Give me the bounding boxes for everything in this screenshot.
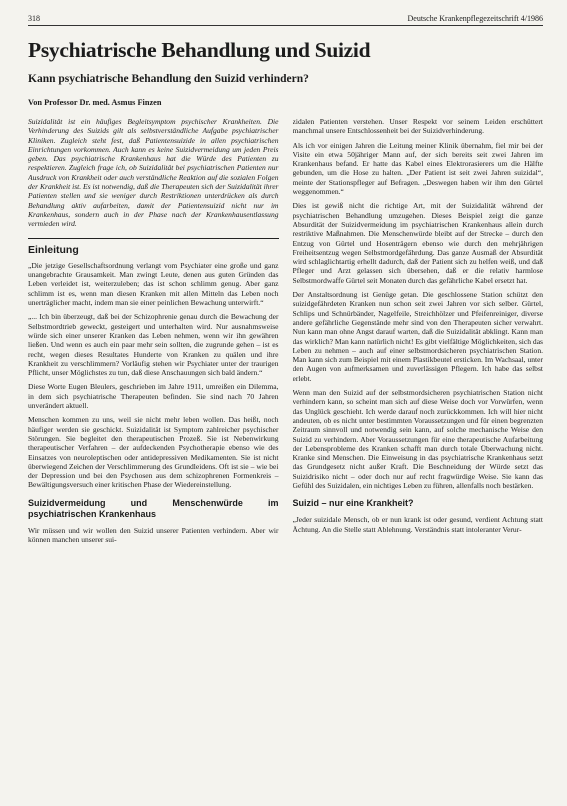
text-columns [28, 117, 543, 707]
body-paragraph: zidalen Patienten verstehen. Unser Respekt vor seinem Leiden erschüttert manchmal unsere Entschlossenheit bei der Suizidverhinderung. [292, 117, 543, 136]
body-paragraph: Der Anstaltsordnung ist Genüge getan. Die geschlossene Station schützt den suizidgefährdeten Kranken nun schon seit zwei Jahren vor sich selber. Gürtel, Schlips und Schnürbänder, Nagelfeile, Streichhölzer und Pfeifenreiniger, diverse andere gefährliche Gegenstände mehr sind von den Therapeuten sicher verwahrt. Nun kann man ohne Angst darauf warten, daß die Suizidalität abklingt. Kann man das wirklich? Man kann natürlich nicht! Es gibt vielfältige Möglichkeiten, sich das Leben zu nehmen – auch auf einer selbstmordsicheren psychiatrischen Station. Man kann sich zum Beispiel mit einem Plastikbeutel ersticken. Im Wachsaal, unter den Augen von aufmerksamen und zuverlässigen Pflegern. Ich habe das selbst erlebt. [292, 290, 543, 383]
body-paragraph: „... Ich bin überzeugt, daß bei der Schizophrenie genau durch die Bewachung der Selbstmordtrieb geweckt, gesteigert und unterhalten wird. Nur ausnahmsweise würde sich einer unserer Kranken das Leben nehmen, wenn wir ihn gewähren ließen. Und wenn es auch ein paar mehr sein sollten, die zugrunde gehen – ist es recht, wegen dieses Resultates Hunderte von Kranken zu quälen und ihre Krankheit zu verschlimmern? Vorläufig stehen wir Psychiater unter der traurigen Pflicht, unser Möglichstes zu tun, daß diese Anschauungen sich bald ändern.“ [28, 312, 279, 378]
article-author: Von Professor Dr. med. Asmus Finzen [28, 98, 162, 107]
section-heading-einleitung: Einleitung [28, 243, 79, 256]
body-paragraph: Wenn man den Suizid auf der selbstmordsicheren psychiatrischen Station nicht verhindern kann, so scheint man sich auf diese Weise doch vor Vorwürfen, wenn das Unglück geschieht. Ich werde darauf noch zurückkommen. Ich will hier nicht andeuten, ob es nicht unter bestimmten Voraussetzungen und für einen begrenzten Zeitraum sinnvoll und notwendig sein kann, auf solche mechanische Weise den Suizid zu verhindern. Aber Voraussetzungen für eine therapeutische Aufarbeitung der Lebensprobleme des Kranken schafft man durch totale Überwachung nicht. Kranke sind Menschen. Die Einweisung in das psychiatrische Krankenhaus setzt das Grundgesetz nicht außer Kraft. Die Beschneidung der Würde setzt das Suizidrisiko nicht – oder doch nur auf recht fragwürdige Weise. Sie kann das Gefühl des Suizidalen, ein nichtiges Leben zu führen, allenfalls noch bestärken. [292, 388, 543, 490]
section-heading-suizid-krankheit: Suizid – nur eine Krankheit? [292, 498, 414, 509]
journal-name: Deutsche Krankenpflegezeitschrift 4/1986 [407, 14, 543, 23]
left-column [28, 117, 279, 707]
body-paragraph: Menschen kommen zu uns, weil sie nicht mehr leben wollen. Das heißt, noch häufiger werden sie geschickt. Suizidalität ist Symptom zahlreicher psychischer Störungen. Sie begleitet den therapeutischen Prozeß. Sie ist Nebenwirkung therapeutischer Verfahren – der aufdeckenden Psychotherapie ebenso wie des Einsatzes von neuroleptischen oder antidepressiven Medikamenten. Sie ist nicht überwiegend Zeichen der Verschlimmerung des Grundleidens. Oft ist sie – wie bei der Depression und bei den Psychosen aus dem schizophrenen Formenkreis – Bewältigungsversuch einer kritischen Phase der Wiedereinstellung. [28, 415, 279, 490]
body-paragraph: Diese Worte Eugen Bleulers, geschrieben im Jahre 1911, umreißen ein Dilemma, in dem sich psychiatrische Therapeuten befinden. Sie sind nach 70 Jahren unverändert aktuell. [28, 382, 279, 411]
page-number: 318 [28, 14, 40, 23]
article-subtitle: Kann psychiatrische Behandlung den Suizid verhindern? [28, 73, 309, 85]
section-divider [28, 238, 279, 239]
body-paragraph: „Die jetzige Gesellschaftsordnung verlangt vom Psychiater eine große und ganz unangebrachte Grausamkeit. Man zwingt Leute, denen aus guten Gründen das Leben verleidet ist, weiterzuleben; das ist schon schlimm genug. Aber ganz schlimm ist es, wenn man diesen Kranken mit allen Mitteln das Leben noch unerträglicher macht, indem man sie einer peinlichen Bewachung unterwirft.“ [28, 260, 279, 308]
running-header [28, 14, 543, 26]
right-column [293, 117, 544, 707]
body-paragraph: Dies ist gewiß nicht die richtige Art, mit der Suizidalität während der psychiatrischen Behandlung umzugehen. Dieses Beispiel zeigt die ganze Absurdität der Suizidvermeidung im psychiatrischen Krankenhaus allein durch restriktive Maßnahmen. Die Menschenwürde bleibt auf der Strecke – durch den Entzug von Gürtel und Hosenträgern ebenso wie durch den mehrjährigen Freiheitsentzug wegen Selbstmordgefährdung. Das ganze Ausmaß der Absurdität wird schlaglichtartig erhellt dadurch, daß der Patient sich zu helfen weiß, und daß Pfleger und Arzt gelassen sich übersehen, daß er die relativ harmlose Selbstmordwaffe Gürtel seit Monaten durch das gefährliche Kabel ersetzt hat. [292, 201, 543, 285]
body-paragraph: Wir müssen und wir wollen den Suizid unserer Patienten verhindern. Aber wir können manchen unserer sui- [28, 525, 279, 544]
article-title: Psychiatrische Behandlung und Suizid [28, 38, 371, 62]
body-paragraph: Als ich vor einigen Jahren die Leitung meiner Klinik übernahm, fiel mir bei der Visite ein etwa 50jähriger Mann auf, der sich bereits seit zwei Jahren im Krankenhaus befand. Er hatte das Kabel eines Elektrorasierers um die Hälfte gebunden, um die Hose zu halten. „Der Patient ist seit zwei Jahren suizidal“, meinte der Stationspfleger auf Befragen. „Deswegen haben wir ihm den Gürtel weggenommen.“ [292, 140, 543, 197]
section-heading-suizidvermeidung: Suizidvermeidung und Menschenwürde im psychiatrischen Krankenhaus [28, 497, 279, 519]
body-paragraph: „Jeder suizidale Mensch, ob er nun krank ist oder gesund, verdient Achtung statt Ächtung. An die Stelle statt Ablehnung. Verständnis statt intoleranter Verur- [292, 515, 543, 534]
lead-paragraph: Suizidalität ist ein häufiges Begleitsymptom psychischer Krankheiten. Die Verhinderung des Suizids gilt als selbstverständliche Aufgabe psychiatrischer Kliniken. Zugleich steht fest, daß Patientensuizide in allen psychiatrischen Einrichtungen vorkommen. Auch kann es keine Suizidvermeidung um jeden Preis geben. Das psychiatrische Krankenhaus hat die Würde des Patienten zu respektieren. Zugleich frage ich, ob Suizidalität bei psychiatrischen Patienten nur Ausdruck von Krankheit oder auch verständliche Reaktion auf die sozialen Folgen der Krankheit ist. Es ist notwendig, daß die Therapeuten sich der Suizidalität ihrer Patienten stellen und sie weniger durch Restriktionen unterdrücken als durch Behandlung aktiv aufarbeiten, damit der Patientensuizid nicht nur im Krankenhaus, sondern auch in der Phase nach der Krankenhausentlassung vermieden wird. [28, 117, 279, 229]
